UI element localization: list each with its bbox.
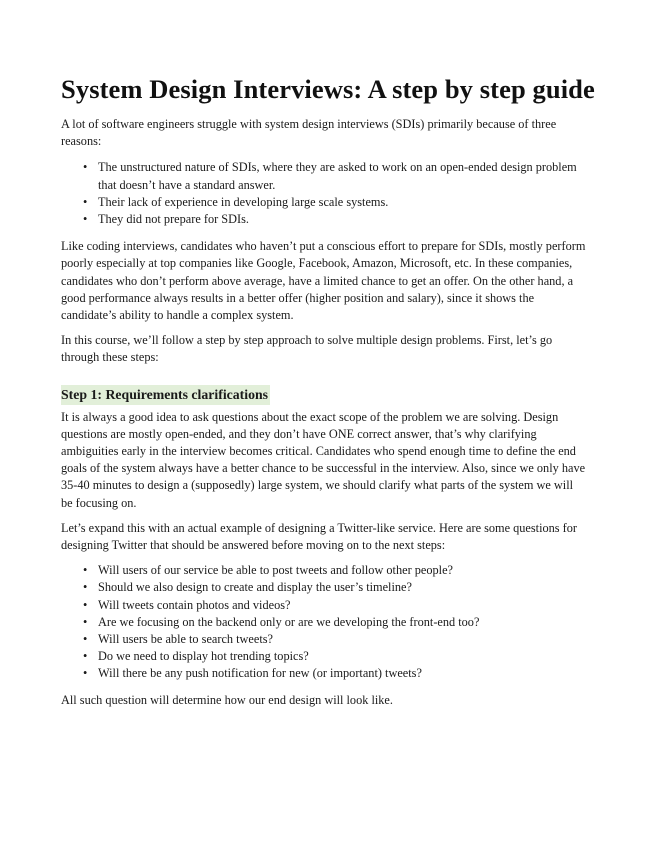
list-item: • Will there be any push notification for new (or important) tweets? (61, 665, 587, 682)
document-title: System Design Interviews: A step by step guide (61, 74, 595, 104)
reasons-list (61, 159, 587, 228)
twitter-example-paragraph: Let’s expand this with an actual example of designing a Twitter-like service. Here are some questions for designing Twitter that should be answered before moving on to the next steps: (61, 520, 577, 553)
list-item: • Will users of our service be able to post tweets and follow other people? (61, 562, 587, 579)
list-item: • Their lack of experience in developing large scale systems. (61, 194, 587, 211)
closing-paragraph: All such question will determine how our end design will look like. (61, 692, 393, 707)
list-item: • They did not prepare for SDIs. (61, 211, 587, 228)
list-item: • The unstructured nature of SDIs, where they are asked to work on an open-ended design problem that doesn’t have a standard answer. (61, 159, 587, 193)
step-1-paragraph: It is always a good idea to ask questions about the exact scope of the problem we are solving. Design questions are mostly open-ended, and they don’t have ONE correct answer, that’s why clarifying ambiguities early in the interview becomes critical. Candidates who spend enough time to define the end goals of the system always have a better chance to be successful in the interview. Also, since we only have 35-40 minutes to design a (supposedly) large system, we should clarify what parts of the system we will be focusing on. (61, 409, 586, 510)
document-page (61, 72, 595, 717)
list-item: • Do we need to display hot trending topics? (61, 648, 587, 665)
list-item: • Will users be able to search tweets? (61, 631, 587, 648)
list-item: • Are we focusing on the backend only or are we developing the front-end too? (61, 614, 587, 631)
course-paragraph: In this course, we’ll follow a step by step approach to solve multiple design problems. First, let’s go through these steps: (61, 333, 553, 365)
step-1-heading: Step 1: Requirements clarifications (61, 385, 270, 405)
coding-interviews-paragraph: Like coding interviews, candidates who haven’t put a conscious effort to prepare for SDIs, mostly perform poorly especially at top companies like Google, Facebook, Amazon, Microsoft, etc. In these companies, candidates who don’t perform above average, have a limited chance to get an offer. On the other hand, a good performance always results in a better offer (higher position and salary), since it shows the candidate’s ability to handle a complex system. (61, 239, 586, 323)
intro-paragraph: A lot of software engineers struggle with system design interviews (SDIs) primarily because of three reasons: (61, 117, 557, 149)
list-item: • Will tweets contain photos and videos? (61, 597, 587, 614)
list-item: • Should we also design to create and display the user’s timeline? (61, 579, 587, 596)
questions-list (61, 562, 587, 682)
